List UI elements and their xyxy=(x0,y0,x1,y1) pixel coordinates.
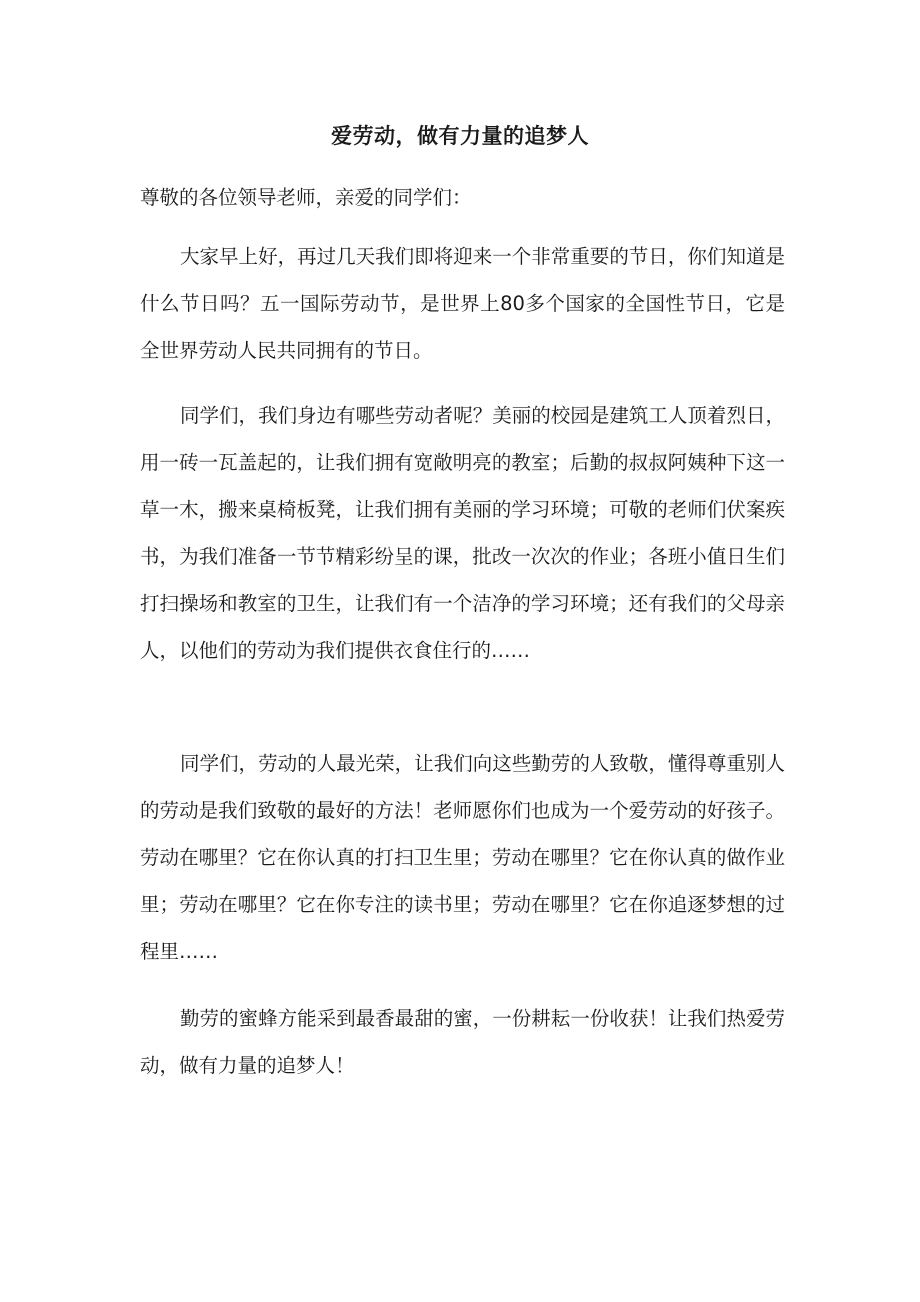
paragraph-4: 勤劳的蜜蜂方能采到最香最甜的蜜，一份耕耘一份收获！让我们热爱劳动，做有力量的追梦人！ xyxy=(140,1007,785,1077)
paragraph-1: 大家早上好，再过几天我们即将迎来一个非常重要的节日，你们知道是什么节日吗？五一国际劳动节，是世界上80多个国家的全国性节日，它是全世界劳动人民共同拥有的节日。 xyxy=(140,245,785,362)
document-title: 爱劳动，做有力量的追梦人 xyxy=(331,124,589,148)
paragraph-2: 同学们，我们身边有哪些劳动者呢？美丽的校园是建筑工人顶着烈日，用一砖一瓦盖起的，让我们拥有宽敞明亮的教室；后勤的叔叔阿姨种下这一草一木，搬来桌椅板凳，让我们拥有美丽的学习环境；可敬的老师们伏案疾书，为我们准备一节节精彩纷呈的课，批改一次次的作业；各班小值日生们打扫操场和教室的卫生，让我们有一个洁净的学习环境；还有我们的父母亲人，以他们的劳动为我们提供衣食住行的…… xyxy=(140,404,785,662)
salutation: 尊敬的各位领导老师，亲爱的同学们： xyxy=(140,186,472,209)
paragraph-3: 同学们，劳动的人最光荣，让我们向这些勤劳的人致敬，懂得尊重别人的劳动是我们致敬的最好的方法！老师愿你们也成为一个爱劳动的好孩子。劳动在哪里？它在你认真的打扫卫生里；劳动在哪里？它在你认真的做作业里；劳动在哪里？它在你专注的读书里；劳动在哪里？它在你追逐梦想的过程里…… xyxy=(140,752,785,963)
